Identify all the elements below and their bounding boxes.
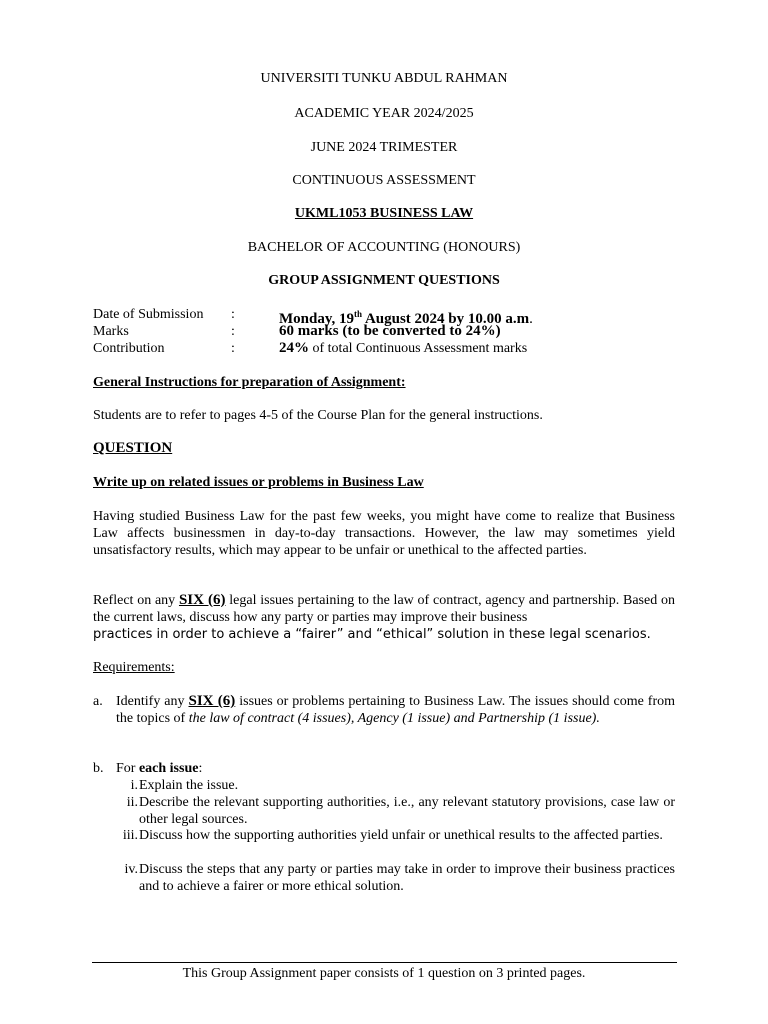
sub-item-i-label: i.: [130, 778, 138, 793]
instructions-heading: General Instructions for preparation of Assignment:: [93, 375, 406, 390]
submission-date-end: August 2024 by 10.00 a.m: [362, 311, 530, 327]
paper-title: GROUP ASSIGNMENT QUESTIONS: [268, 273, 500, 288]
trimester: JUNE 2024 TRIMESTER: [310, 140, 458, 155]
req-a-six: SIX (6): [188, 693, 236, 709]
programme-name: BACHELOR OF ACCOUNTING (HONOURS): [247, 240, 521, 255]
para2-middle: legal issues pertaining to the law of contract, agency and partnership. Based on the current laws, discuss how any party or parties may improve their business: [93, 593, 675, 625]
requirements-heading: Requirements:: [93, 660, 175, 675]
contribution-row: [93, 340, 693, 357]
para2-start: Reflect on any: [93, 593, 179, 608]
req-a-middle: issues or problems pertaining to Business Law. The issues should come from the topics of: [116, 694, 675, 726]
sub-item-iii-label: iii.: [122, 828, 138, 843]
submission-colon: :: [231, 307, 235, 322]
req-a-start: Identify any: [116, 694, 189, 709]
requirement-a-label: a.: [93, 694, 103, 709]
contribution-value: [279, 340, 527, 357]
submission-label: Date of Submission: [93, 307, 204, 322]
contribution-colon: :: [231, 341, 235, 356]
submission-row: [93, 306, 693, 327]
contribution-text: of total Continuous Assessment marks: [309, 341, 528, 356]
assessment-type: CONTINUOUS ASSESSMENT: [292, 173, 476, 188]
footer-text: This Group Assignment paper consists of 1 question on 3 printed pages.: [182, 966, 586, 981]
req-b-colon: :: [198, 761, 203, 776]
marks-value: 60 marks (to be converted to 24%): [279, 323, 501, 339]
req-b-start: For: [116, 761, 139, 776]
contribution-percent: 24%: [279, 340, 309, 356]
contribution-label: Contribution: [93, 341, 165, 356]
req-b-each-issue: each issue: [138, 761, 199, 776]
marks-row: [93, 323, 693, 340]
footer-divider: [92, 962, 677, 963]
university-name: UNIVERSITI TUNKU ABDUL RAHMAN: [260, 71, 508, 86]
academic-year: ACADEMIC YEAR 2024/2025: [294, 106, 474, 121]
submission-date-suffix: th: [354, 309, 363, 319]
requirement-a-text: [116, 693, 675, 727]
submission-date-start: Monday, 19: [279, 311, 355, 327]
sub-item-ii-label: ii.: [126, 795, 138, 810]
requirement-b-text: [116, 760, 675, 777]
question-paragraph-2-last-line: practices in order to achieve a “fairer” and “ethical” solution in these legal scenarios.: [93, 627, 651, 642]
question-heading: QUESTION: [93, 440, 173, 456]
submission-period: .: [529, 311, 533, 327]
question-subheading: Write up on related issues or problems in Business Law: [93, 475, 424, 490]
sub-item-i-text: Explain the issue.: [139, 778, 239, 793]
requirement-b-label: b.: [93, 761, 104, 776]
course-title: UKML1053 BUSINESS LAW: [294, 206, 474, 221]
question-paragraph-2: [93, 592, 675, 626]
sub-item-iii-text: Discuss how the supporting authorities yield unfair or unethical results to the affected parties.: [139, 828, 663, 843]
sub-item-iv-text: Discuss the steps that any party or parties may take in order to improve their business practices and to achieve a fairer or more ethical solution.: [139, 862, 675, 894]
question-paragraph-1: Having studied Business Law for the past few weeks, you might have come to realize that Business Law affects businessmen in day-to-day transactions. However, the law may sometimes yield unsatisfactory results, which may appear to be unfair or unethical to the affected parties.: [93, 509, 675, 558]
instructions-text: Students are to refer to pages 4-5 of the Course Plan for the general instructions.: [93, 408, 543, 423]
para2-six: SIX (6): [178, 592, 226, 608]
req-a-topics: the law of contract (4 issues), Agency (1 issue) and Partnership (1 issue).: [188, 711, 600, 726]
sub-item-ii-text: Describe the relevant supporting authorities, i.e., any relevant statutory provisions, case law or other legal sources.: [139, 795, 675, 827]
marks-colon: :: [231, 324, 235, 339]
sub-item-iv-label: iv.: [124, 862, 138, 877]
marks-label: Marks: [93, 324, 129, 339]
